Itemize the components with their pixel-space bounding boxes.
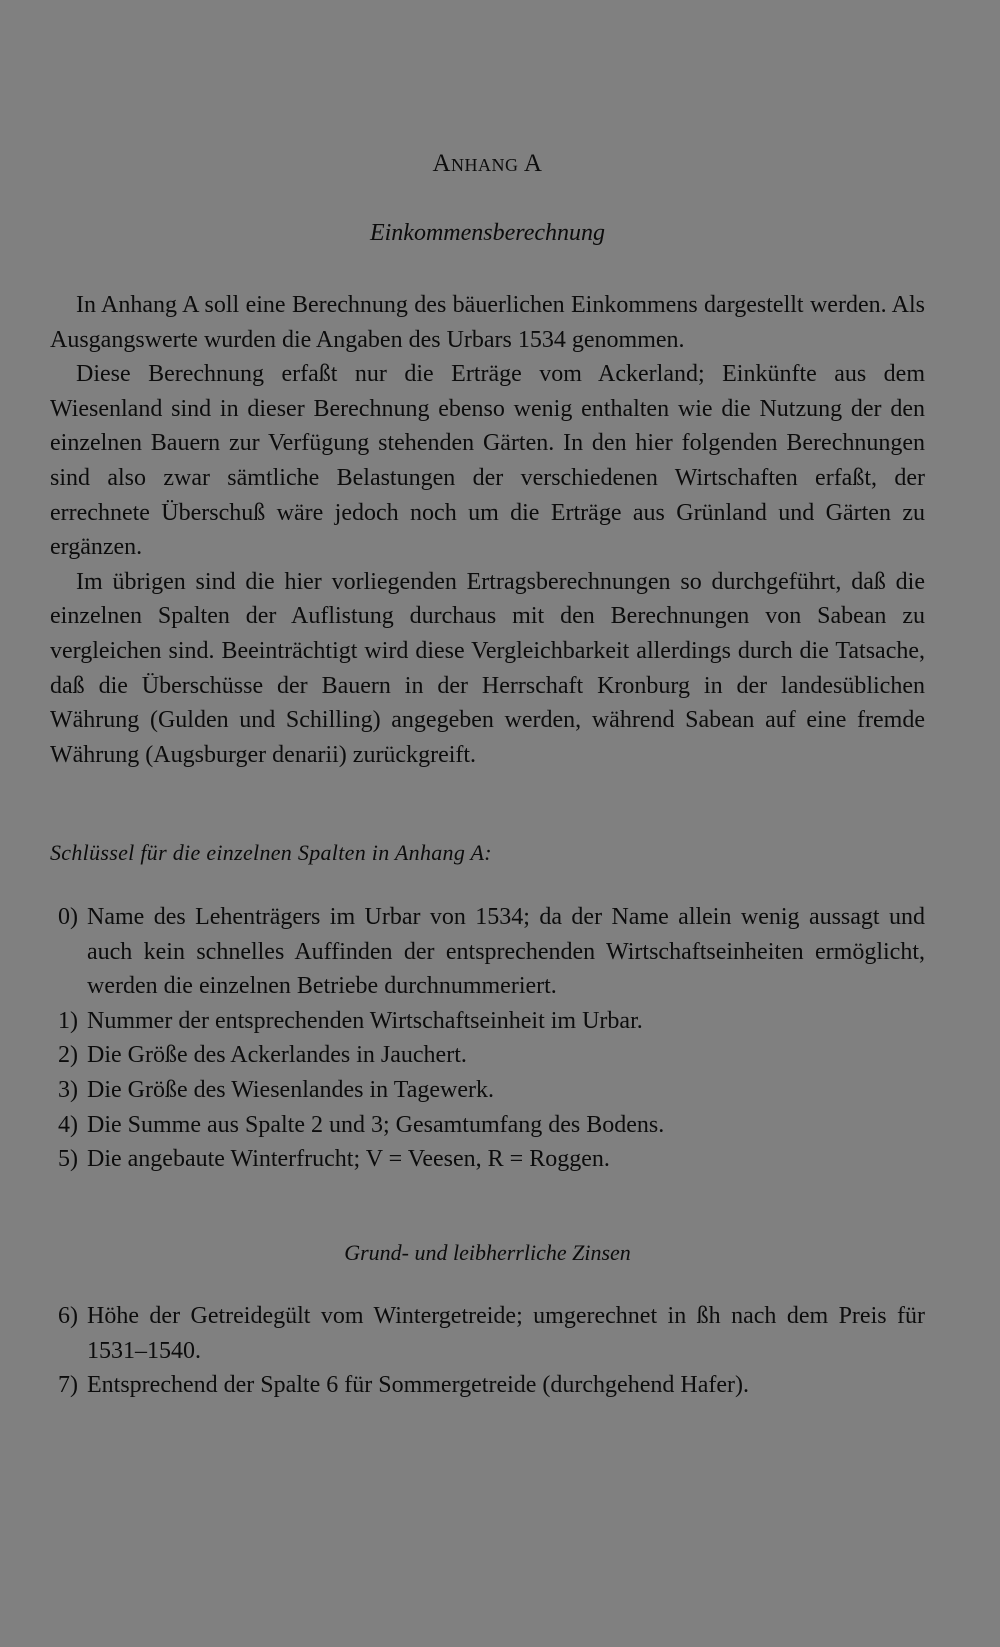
list-item (50, 1038, 925, 1073)
item-text: Nummer der entsprechenden Wirtschaftseinheit im Urbar. (87, 1007, 643, 1034)
item-number: 3) (58, 1076, 78, 1103)
item-text: Name des Lehenträgers im Urbar von 1534; da der Name allein wenig aussagt und auch kein schnelles Auffinden der entsprechenden Wirtschaftseinheiten ermöglicht, werden die einzelnen Betriebe durchnummeriert. (87, 904, 925, 1000)
item-text: Die angebaute Winterfrucht; V = Veesen, R = Roggen. (87, 1146, 610, 1173)
item-number: 6) (58, 1303, 78, 1329)
section-list (50, 1299, 925, 1403)
list-item (50, 1073, 925, 1108)
body-text (50, 288, 925, 772)
item-text: Die Summe aus Spalte 2 und 3; Gesamtumfang des Bodens. (87, 1111, 665, 1138)
item-number: 1) (58, 1007, 78, 1034)
item-number: 5) (58, 1146, 78, 1173)
paragraph: Diese Berechnung erfaßt nur die Erträge vom Ackerland; Einkünfte aus dem Wiesenland sind in dieser Berechnung ebenso wenig enthalten wie die Nutzung der den einzelnen Bauern zur Verfügung stehenden Gärten. In den hier folgenden Berechnungen sind also zwar sämtliche Belastungen der verschiedenen Wirtschaften erfaßt, der errechnete Überschuß wäre jedoch noch um die Erträge aus Grünland und Gärten zu ergänzen. (50, 361, 925, 561)
item-number: 2) (58, 1042, 78, 1069)
item-text: Höhe der Getreidegült vom Wintergetreide; umgerechnet in ßh nach dem Preis für 1531–1540. (87, 1303, 925, 1364)
item-number: 4) (58, 1111, 78, 1138)
item-text: Die Größe des Wiesenlandes in Tagewerk. (87, 1076, 495, 1103)
item-text: Die Größe des Ackerlandes in Jauchert. (87, 1042, 467, 1069)
paragraph: Im übrigen sind die hier vorliegenden Ertragsberechnungen so durchgeführt, daß die einzelnen Spalten der Auflistung durchaus mit den Berechnungen von Sabean zu vergleichen sind. Beeinträchtigt wird diese Vergleichbarkeit allerdings durch die Tatsache, daß die Überschüsse der Bauern in der Herrschaft Kronburg in der landesüblichen Währung (Gulden und Schilling) angegeben werden, während Sabean auf eine fremde Währung (Augsburger denarii) zurückgreift. (50, 568, 925, 768)
list-item (50, 1299, 925, 1368)
paragraph: In Anhang A soll eine Berechnung des bäuerlichen Einkommens dargestellt werden. Als Ausgangswerte wurden die Angaben des Urbars 1534 genommen. (50, 292, 925, 353)
item-number: 0) (58, 904, 78, 930)
page-title: Anhang A (432, 150, 543, 177)
section-heading: Grund- und leibherrliche Zinsen (344, 1240, 631, 1265)
list-item (50, 1004, 925, 1039)
item-text: Entsprechend der Spalte 6 für Sommergetreide (durchgehend Hafer). (87, 1372, 749, 1399)
key-heading: Schlüssel für die einzelnen Spalten in Anhang A: (50, 840, 492, 865)
list-item (50, 1142, 925, 1177)
item-number: 7) (58, 1372, 78, 1399)
list-item (50, 1368, 925, 1403)
list-item (50, 1108, 925, 1143)
page-subtitle: Einkommensberechnung (369, 220, 606, 246)
key-list (50, 900, 925, 1177)
list-item (50, 900, 925, 1004)
